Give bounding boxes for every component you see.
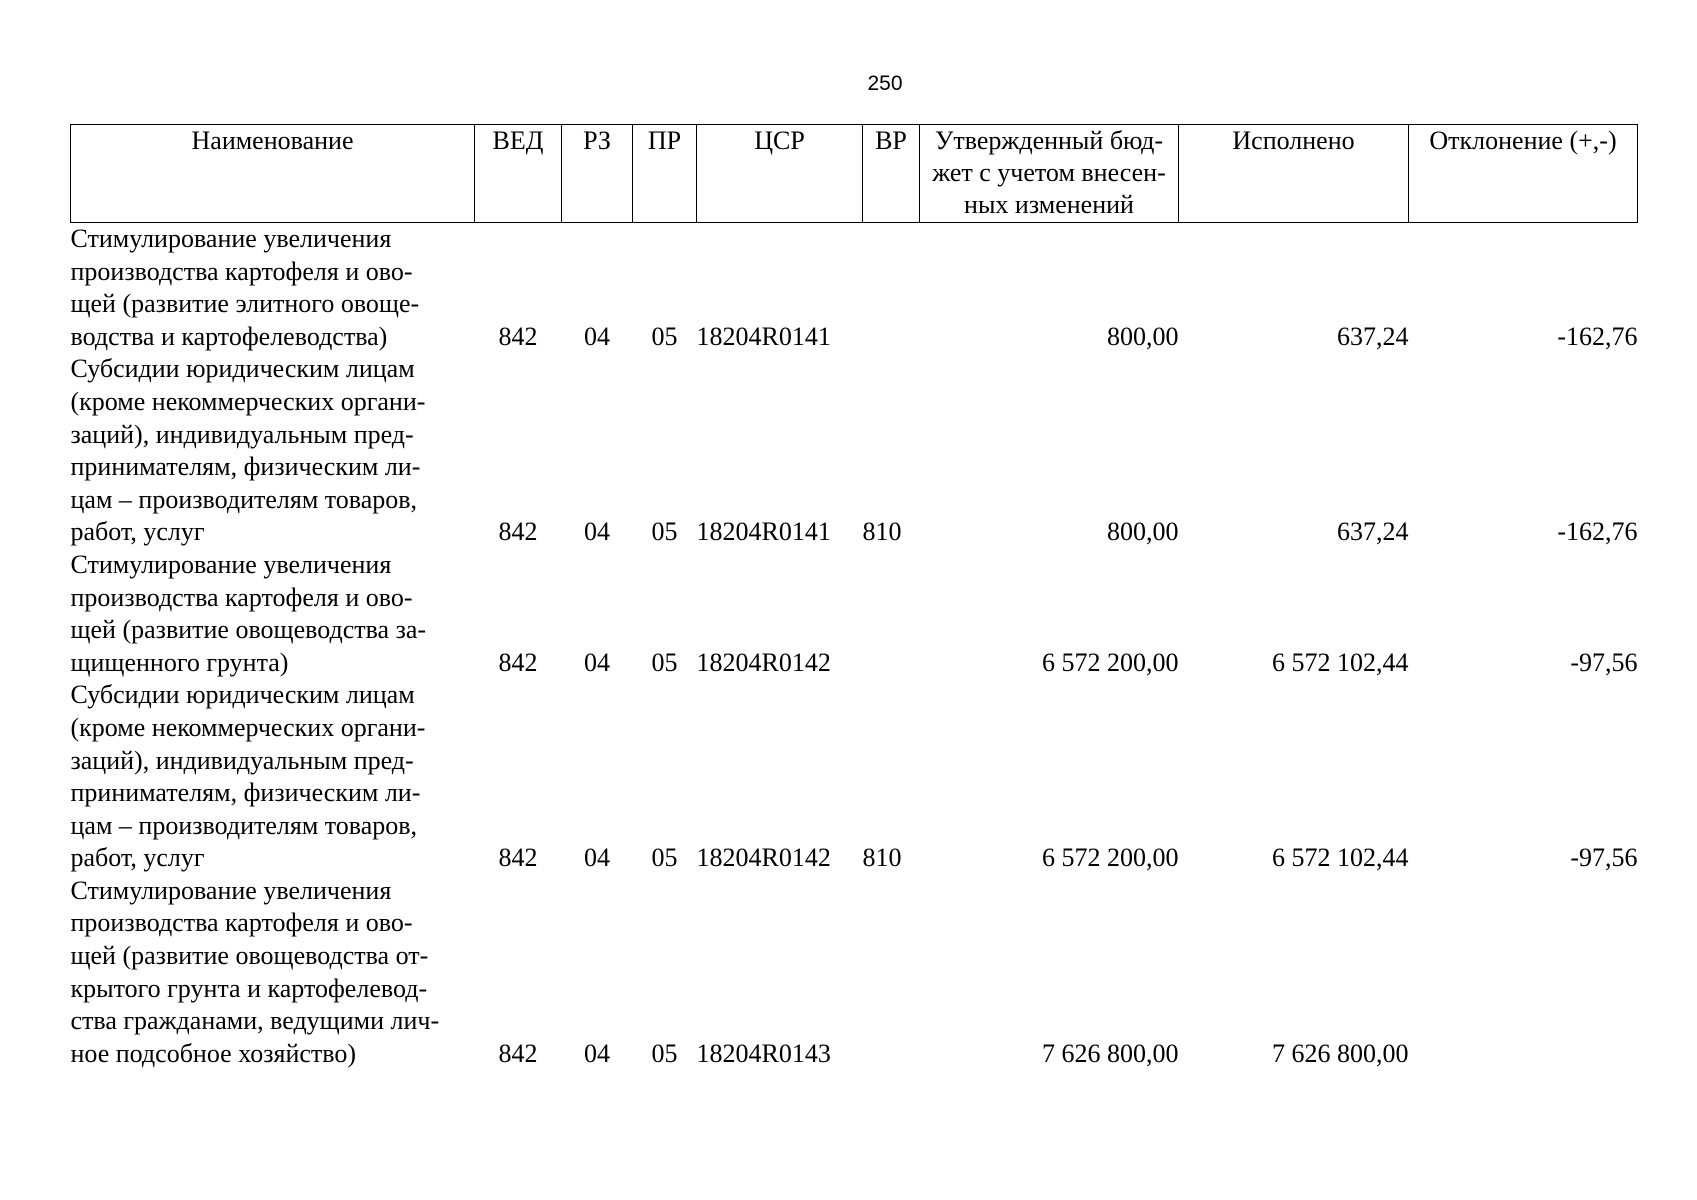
- row-name: [71, 549, 475, 679]
- row-deviation: [1409, 875, 1638, 1071]
- row-name-line: ства гражданами, ведущими лич-: [70, 1006, 440, 1036]
- row-ved: 842: [498, 517, 538, 547]
- row-done: 6 572 102,44: [1272, 843, 1409, 873]
- row-plan: 7 626 800,00: [1042, 1038, 1179, 1068]
- row-pr: 05: [651, 843, 678, 873]
- header-rz: РЗ: [562, 125, 633, 223]
- table-row: [71, 353, 1638, 549]
- row-ved: 842: [498, 647, 538, 677]
- row-name-line: Стимулирование увеличения: [70, 224, 392, 253]
- row-plan: 800,00: [1107, 321, 1179, 351]
- row-name-line: (кроме некоммерческих органи-: [70, 712, 426, 742]
- row-done: 637,24: [1337, 321, 1409, 351]
- header-name: Наименование: [71, 125, 475, 223]
- row-csr: 18204R0142: [696, 647, 831, 677]
- header-plan: [920, 125, 1179, 223]
- row-vr: [863, 875, 920, 1071]
- row-plan: 6 572 200,00: [1042, 843, 1179, 873]
- row-rz: 04: [584, 321, 610, 351]
- row-name-line: ное подсобное хозяйство): [70, 1038, 357, 1068]
- row-name-line: заций), индивидуальным пред-: [70, 745, 414, 775]
- row-name: [71, 353, 475, 549]
- row-deviation: -97,56: [1570, 843, 1638, 873]
- row-name-line: Стимулирование увеличения: [70, 549, 392, 579]
- header-plan-line: жет с учетом внесен-: [932, 158, 1166, 187]
- row-pr: 05: [651, 517, 678, 547]
- row-name-line: принимателям, физическим ли-: [70, 452, 421, 482]
- row-name-line: щей (развитие овощеводства за-: [70, 615, 427, 645]
- header-vr: ВР: [863, 125, 920, 223]
- row-name-line: работ, услуг: [70, 843, 205, 873]
- row-name-line: производства картофеля и ово-: [70, 908, 413, 938]
- header-done: Исполнено: [1179, 125, 1409, 223]
- row-deviation: -97,56: [1570, 647, 1638, 677]
- header-ved: ВЕД: [475, 125, 562, 223]
- row-vr: [863, 223, 920, 354]
- row-rz: 04: [584, 517, 610, 547]
- budget-table: [70, 124, 1638, 1070]
- row-name-line: принимателям, физическим ли-: [70, 778, 421, 808]
- row-name-line: щей (развитие овощеводства от-: [70, 941, 429, 971]
- table-row: [71, 223, 1638, 354]
- row-pr: 05: [651, 1038, 678, 1068]
- row-plan: 800,00: [1107, 517, 1179, 547]
- header-pr: ПР: [633, 125, 697, 223]
- row-deviation: -162,76: [1557, 517, 1638, 547]
- row-rz: 04: [584, 1038, 610, 1068]
- row-vr: 810: [862, 843, 902, 873]
- header-csr: ЦСР: [697, 125, 863, 223]
- row-csr: 18204R0141: [696, 517, 831, 547]
- row-name: [71, 679, 475, 875]
- row-name-line: Субсидии юридическим лицам: [70, 354, 415, 384]
- row-name: [71, 223, 475, 354]
- row-name-line: щей (развитие элитного овоще-: [70, 289, 420, 319]
- row-name-line: цам – производителям товаров,: [70, 810, 418, 840]
- row-csr: 18204R0142: [696, 843, 831, 873]
- row-deviation: -162,76: [1557, 321, 1638, 351]
- table-header-row: [71, 125, 1638, 223]
- row-name-line: (кроме некоммерческих органи-: [70, 386, 426, 416]
- table-row: [71, 679, 1638, 875]
- row-csr: 18204R0143: [696, 1038, 831, 1068]
- row-name-line: производства картофеля и ово-: [70, 582, 413, 612]
- row-vr: 810: [862, 517, 902, 547]
- row-rz: 04: [584, 843, 610, 873]
- row-name: [71, 875, 475, 1071]
- row-rz: 04: [584, 647, 610, 677]
- row-name-line: Стимулирование увеличения: [70, 875, 392, 905]
- row-done: 637,24: [1337, 517, 1409, 547]
- row-name-line: производства картофеля и ово-: [70, 256, 413, 286]
- header-plan-line: ных изменений: [964, 190, 1134, 219]
- row-plan: 6 572 200,00: [1042, 647, 1179, 677]
- row-pr: 05: [651, 321, 678, 351]
- row-name-line: цам – производителям товаров,: [70, 484, 418, 514]
- row-name-line: заций), индивидуальным пред-: [70, 419, 414, 449]
- page-number: 250: [867, 72, 903, 95]
- row-name-line: Субсидии юридическим лицам: [70, 680, 415, 710]
- header-deviation: Отклонение (+,-): [1409, 125, 1638, 223]
- row-pr: 05: [651, 647, 678, 677]
- table-row: [71, 875, 1638, 1071]
- row-done: 7 626 800,00: [1272, 1038, 1409, 1068]
- row-csr: 18204R0141: [696, 321, 831, 351]
- row-name-line: водства и картофелеводства): [70, 321, 388, 351]
- row-name-line: щищенного грунта): [70, 647, 289, 677]
- table-body: [71, 223, 1638, 1071]
- header-plan-line: Утвержденный бюд-: [934, 126, 1164, 155]
- row-name-line: крытого грунта и картофелевод-: [70, 973, 428, 1003]
- row-name-line: работ, услуг: [70, 517, 205, 547]
- row-ved: 842: [498, 321, 538, 351]
- row-ved: 842: [498, 1038, 538, 1068]
- row-vr: [863, 549, 920, 679]
- row-done: 6 572 102,44: [1272, 647, 1409, 677]
- row-ved: 842: [498, 843, 538, 873]
- table-row: [71, 549, 1638, 679]
